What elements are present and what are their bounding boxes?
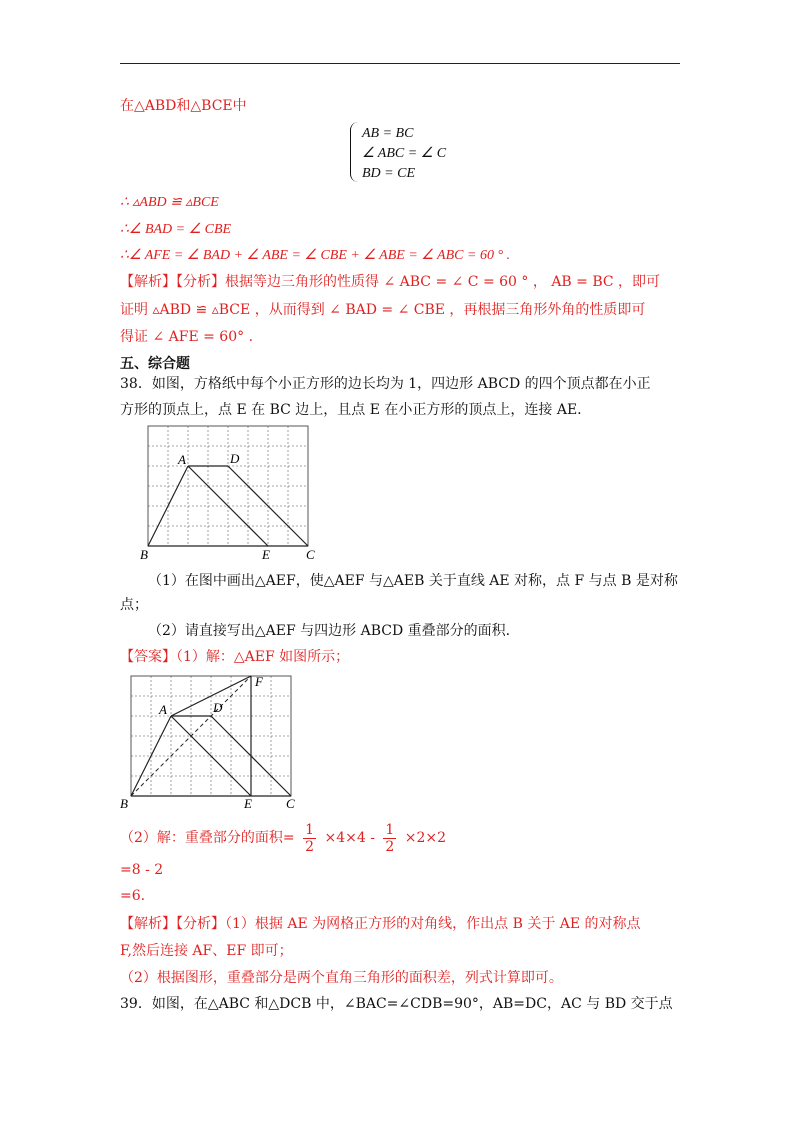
equation-line-2: ∠ ABC = ∠ C (362, 146, 447, 161)
conclusion-2: ∴∠ BAD = ∠ CBE (120, 222, 232, 237)
point-c-label: C (306, 547, 315, 562)
point-b-label: B (140, 547, 148, 562)
analysis-38-line-3: （2）根据图形，重叠部分是两个直角三角形的面积差，列式计算即可。 (120, 970, 563, 986)
q38-part1-line-1: （1）在图中画出△AEF，使△AEF 与△AEB 关于直线 AE 对称，点 F 与点 B 是对称 (148, 573, 678, 589)
point-c-label: C (286, 796, 295, 810)
answer-part2-prefix: （2）解：重叠部分的面积= (120, 830, 295, 846)
point-a-label: A (178, 452, 186, 467)
q38-line-1: 38．如图，方格纸中每个小正方形的边长均为 1，四边形 ABCD 的四个顶点都在小正 (120, 376, 651, 392)
answer-term-2: ×2×2 (404, 830, 447, 846)
analysis-37-line-2: 证明 ▵ABD ≌ ▵BCE ，从而得到 ∠ BAD = ∠ CBE ，再根据三角形外角的性质即可 (120, 302, 646, 318)
answer-label: 【答案】（1）解：△AEF 如图所示； (120, 649, 350, 665)
analysis-38-line-2: F,然后连接 AF、EF 即可； (120, 943, 293, 959)
point-f-label: F (255, 674, 263, 689)
fraction-half-2: $\frac{1}{2}$ (385, 821, 395, 855)
fraction-half-1: $\frac{1}{2}$ (305, 821, 315, 855)
point-a-label: A (159, 702, 167, 717)
q38-part1-line-2: 点； (120, 597, 148, 613)
conclusion-3: ∴∠ AFE = ∠ BAD + ∠ ABE = ∠ CBE + ∠ ABE = ∠ ABC = 60 ° . (120, 248, 511, 263)
q39-line-1: 39．如图，在△ABC 和△DCB 中，∠BAC=∠CDB=90°，AB=DC，AC 与 BD 交于点 (120, 996, 673, 1012)
answer-step-1: =8 - 2 (120, 862, 164, 878)
q38-line-2: 方形的顶点上，点 E 在 BC 边上，且点 E 在小正方形的顶点上，连接 AE. (120, 402, 582, 418)
analysis-37-line-1: 【解析】【分析】根据等边三角形的性质得 ∠ ABC = ∠ C = 60 ° ， AB = BC ，即可 (120, 274, 661, 290)
conclusion-1: ∴ ▵ABD ≌ ▵BCE (120, 195, 219, 210)
point-e-label: E (262, 547, 270, 562)
answer-step-2: =6. (120, 888, 146, 904)
header-rule (120, 63, 680, 64)
analysis-37-line-3: 得证 ∠ AFE = 60° . (120, 329, 254, 345)
figure-1-grid (140, 422, 320, 562)
point-e-label: E (244, 796, 252, 810)
proof-intro: 在△ABD和△BCE中 (120, 98, 247, 114)
equation-line-1: AB = BC (362, 126, 414, 141)
answer-term-1: ×4×4 - (324, 830, 375, 846)
point-d-label: D (213, 700, 223, 715)
q38-part2: （2）请直接写出△AEF 与四边形 ABCD 重叠部分的面积. (148, 623, 511, 639)
point-b-label: B (120, 796, 128, 810)
equation-brace (350, 122, 361, 182)
analysis-38-line-1: 【解析】【分析】（1）根据 AE 为网格正方形的对角线，作出点 B 关于 AE 的对称点 (120, 916, 641, 932)
equation-system (362, 124, 446, 184)
answer-part2 (120, 818, 446, 858)
section-title: 五、综合题 (120, 356, 190, 372)
equation-line-3: BD = CE (362, 166, 415, 181)
point-d-label: D (230, 451, 240, 466)
figure-2-grid (120, 668, 310, 810)
